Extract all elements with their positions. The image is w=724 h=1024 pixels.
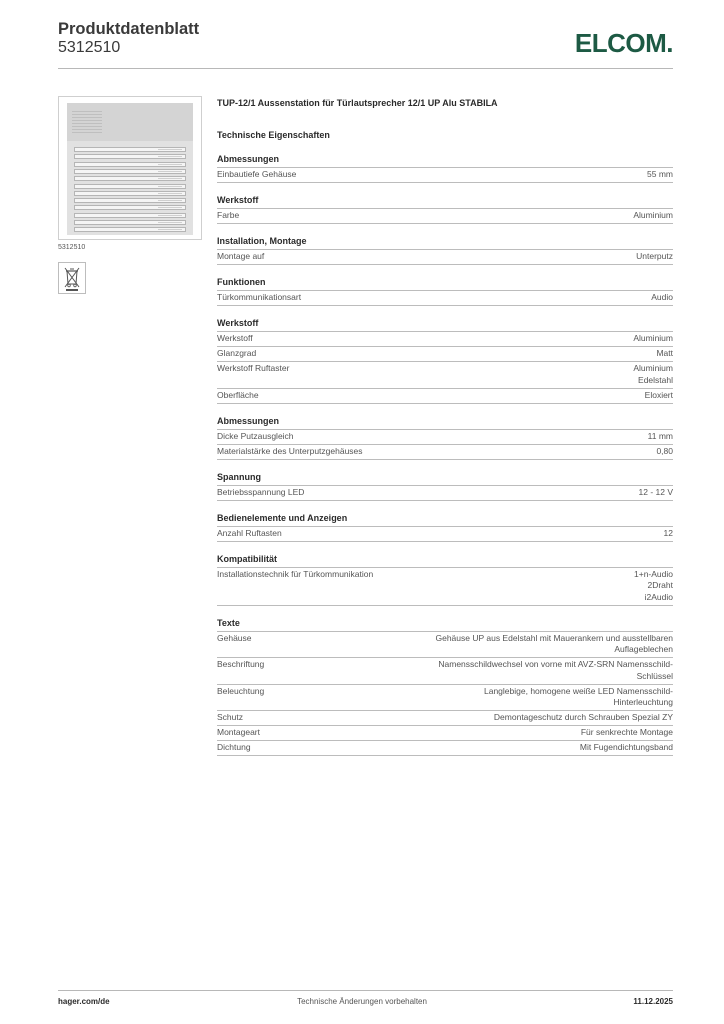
- spec-label: Montageart: [217, 727, 260, 737]
- speaker-module: [67, 103, 193, 141]
- call-button-drawing: [74, 147, 186, 152]
- spec-group: [217, 553, 673, 606]
- spec-label: Anzahl Ruftasten: [217, 527, 282, 538]
- spec-group: [217, 617, 673, 757]
- spec-label: Werkstoff Ruftaster: [217, 363, 290, 373]
- document-title: Produktdatenblatt: [58, 20, 200, 38]
- call-button-drawing: [74, 184, 186, 189]
- spec-group: [217, 415, 673, 460]
- brand-logo: ELCOM.: [574, 28, 673, 58]
- spec-label: Betriebsspannung LED: [217, 486, 305, 497]
- spec-label: Einbautiefe Gehäuse: [217, 169, 297, 179]
- spec-value: Für senkrechte Montage: [580, 727, 673, 737]
- spec-value: Gehäuse UP aus Edelstahl mit Mauerankern und ausstellbaren Auflageblechen: [435, 632, 673, 654]
- spec-group-title: Werkstoff: [217, 194, 673, 209]
- spec-value: Matt: [656, 348, 673, 358]
- spec-value: 12 - 12 V: [638, 486, 673, 497]
- spec-group: [217, 276, 673, 306]
- spec-label: Türkommunikationsart: [217, 292, 302, 302]
- spec-row: [217, 632, 673, 659]
- spec-label: Dicke Putzausgleich: [217, 430, 294, 441]
- call-button-drawing: [74, 205, 186, 210]
- spec-row: [217, 389, 673, 404]
- spec-group-title: Abmessungen: [217, 415, 673, 430]
- spec-label: Farbe: [217, 210, 240, 220]
- spec-row: [217, 486, 673, 501]
- spec-row: [217, 332, 673, 347]
- call-button-drawing: [74, 162, 186, 167]
- footer-website: hager.com/de: [58, 997, 110, 1006]
- spec-group: [217, 317, 673, 404]
- spec-content: [217, 96, 673, 756]
- spec-group-title: Kompatibilität: [217, 553, 673, 568]
- spec-group: [217, 471, 673, 501]
- footer-disclaimer: Technische Änderungen vorbehalten: [297, 997, 427, 1006]
- spec-value: Unterputz: [636, 251, 673, 261]
- spec-row: [217, 347, 673, 362]
- spec-row: [217, 527, 673, 542]
- spec-label: Materialstärke des Unterputzgehäuses: [217, 445, 363, 456]
- page-header: [58, 20, 673, 68]
- spec-row: [217, 362, 673, 389]
- call-button-drawing: [74, 220, 186, 225]
- spec-value: 55 mm: [647, 169, 673, 179]
- spec-value: Audio: [651, 292, 673, 302]
- spec-groups: [217, 153, 673, 756]
- call-button-drawing: [74, 198, 186, 203]
- spec-group: [217, 235, 673, 265]
- spec-group: [217, 194, 673, 224]
- spec-group-title: Spannung: [217, 471, 673, 486]
- header-divider: [58, 68, 673, 69]
- spec-row: [217, 658, 673, 685]
- call-button-drawing: [74, 227, 186, 232]
- call-button-drawing: [74, 169, 186, 174]
- spec-value: Langlebige, homogene weiße LED Namensschild- Hinterleuchtung: [484, 685, 673, 707]
- spec-row: [217, 250, 673, 265]
- call-button-drawing: [74, 191, 186, 196]
- spec-row: [217, 430, 673, 445]
- spec-row: [217, 568, 673, 606]
- spec-row: [217, 726, 673, 741]
- call-button-drawing: [74, 154, 186, 159]
- spec-group: [217, 153, 673, 183]
- section-title: Technische Eigenschaften: [217, 130, 330, 140]
- spec-label: Installationstechnik für Türkommunikation: [217, 568, 374, 579]
- spec-label: Oberfläche: [217, 389, 259, 400]
- spec-row: [217, 168, 673, 183]
- spec-value: Demontageschutz durch Schrauben Spezial ZY: [493, 712, 673, 722]
- spec-label: Beleuchtung: [217, 685, 265, 696]
- spec-group-title: Texte: [217, 617, 673, 632]
- image-caption: 5312510: [58, 244, 86, 251]
- spec-label: Beschriftung: [217, 659, 265, 669]
- spec-value: Eloxiert: [644, 389, 673, 400]
- spec-row: [217, 291, 673, 306]
- spec-row: [217, 445, 673, 460]
- footer-divider: [58, 990, 673, 991]
- spec-row: [217, 685, 673, 712]
- spec-row: [217, 209, 673, 224]
- spec-value: 1+n-Audio 2Draht i2Audio: [634, 568, 673, 602]
- spec-value: Aluminium: [633, 333, 673, 343]
- product-title: TUP-12/1 Aussenstation für Türlautsprecher 12/1 UP Alu STABILA: [217, 98, 498, 108]
- call-button-drawing: [74, 213, 186, 218]
- spec-value: 12: [663, 527, 673, 538]
- spec-label: Werkstoff: [217, 333, 253, 343]
- spec-label: Montage auf: [217, 251, 265, 261]
- spec-label: Dichtung: [217, 742, 251, 752]
- product-image: [58, 96, 202, 240]
- spec-group: [217, 512, 673, 542]
- spec-label: Schutz: [217, 712, 243, 722]
- spec-value: 11 mm: [647, 430, 673, 441]
- speaker-grille: [72, 109, 102, 135]
- spec-row: [217, 741, 673, 756]
- spec-group-title: Installation, Montage: [217, 235, 673, 250]
- spec-value: Mit Fugendichtungsband: [579, 742, 673, 752]
- spec-value: Aluminium: [633, 210, 673, 220]
- spec-label: Gehäuse: [217, 632, 252, 643]
- document-number: 5312510: [58, 39, 121, 56]
- spec-group-title: Abmessungen: [217, 153, 673, 168]
- spec-value: Aluminium Edelstahl: [633, 363, 673, 385]
- spec-row: [217, 711, 673, 726]
- weee-disposal-icon: [58, 262, 86, 294]
- spec-value: Namensschildwechsel von vorne mit AVZ-SRN Namensschild- Schlüssel: [438, 659, 673, 681]
- spec-group-title: Bedienelemente und Anzeigen: [217, 512, 673, 527]
- call-button-drawing: [74, 176, 186, 181]
- spec-group-title: Funktionen: [217, 276, 673, 291]
- spec-value: 0,80: [656, 445, 673, 456]
- footer-date: 11.12.2025: [633, 997, 673, 1006]
- spec-group-title: Werkstoff: [217, 317, 673, 332]
- spec-label: Glanzgrad: [217, 348, 257, 358]
- door-station-panel: [67, 103, 193, 235]
